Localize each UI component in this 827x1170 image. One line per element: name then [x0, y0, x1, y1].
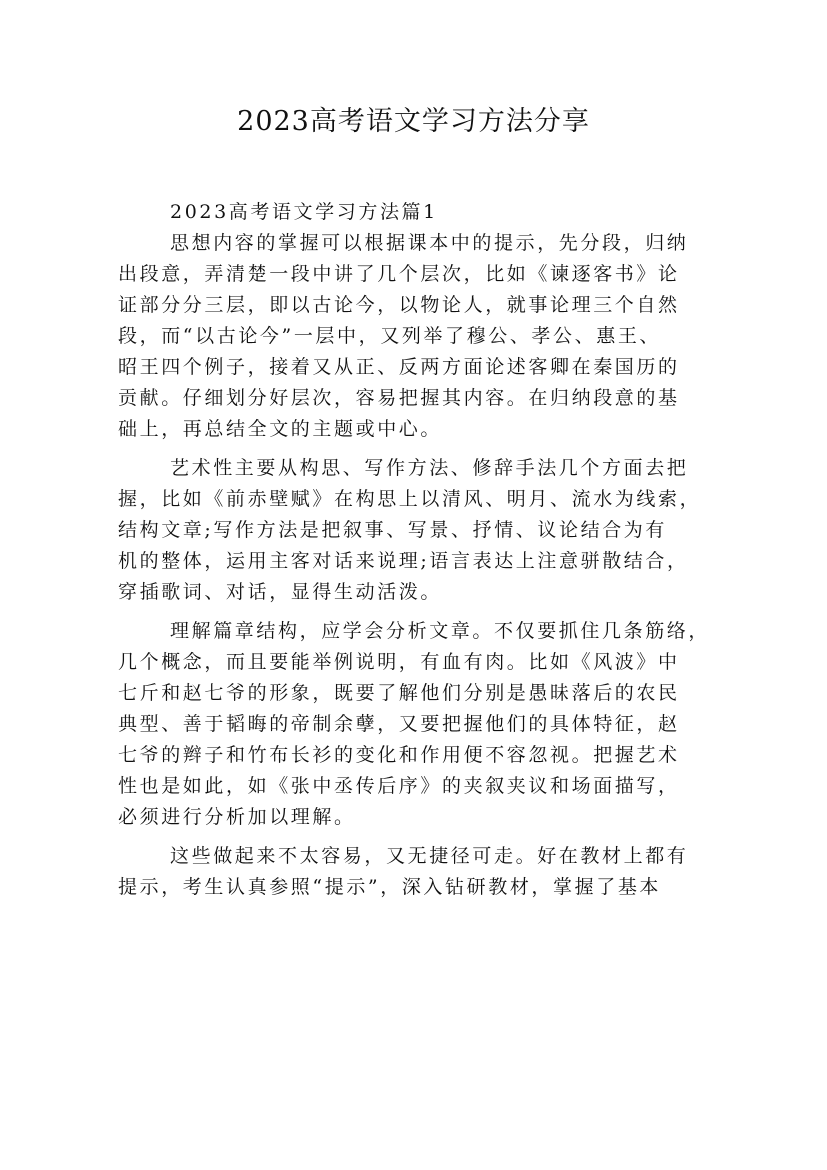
paragraph-3 — [118, 616, 714, 833]
paragraph-line: 性也是如此，如《张中丞传后序》的夹叙夹议和场面描写， — [118, 775, 680, 797]
paragraph-line: 提示，考生认真参照“提示”，深入钻研教材，掌握了基本 — [118, 876, 662, 898]
paragraph-line: 穿插歌词、对话，显得生动活泼。 — [118, 581, 443, 603]
paragraph-line: 理解篇章结构，应学会分析文章。不仅要抓住几条筋络， — [170, 620, 711, 642]
paragraph-line: 证部分分三层，即以古论今，以物论人，就事论理三个自然 — [118, 294, 680, 316]
paragraph-line: 础上，再总结全文的主题或中心。 — [118, 418, 443, 440]
paragraph-line: 几个概念，而且要能举例说明，有血有肉。比如《风波》中 — [118, 651, 680, 673]
paragraph-line: 思想内容的掌握可以根据课本中的提示，先分段，归纳 — [170, 232, 689, 254]
paragraph-line: 七斤和赵七爷的形象，既要了解他们分别是愚昧落后的农民 — [118, 682, 680, 704]
paragraph-1 — [118, 228, 714, 445]
paragraph-line: 结构文章;写作方法是把叙事、写景、抒情、议论结合为有 — [118, 519, 668, 541]
paragraph-line: 握，比如《前赤壁赋》在构思上以清风、明月、流水为线索， — [118, 488, 702, 510]
paragraph-4 — [118, 841, 714, 903]
paragraph-line: 典型、善于韬晦的帝制余孽，又要把握他们的具体特征，赵 — [118, 713, 680, 735]
paragraph-line: 必须进行分析加以理解。 — [118, 806, 356, 828]
paragraph-line: 七爷的辫子和竹布长衫的变化和作用便不容忽视。把握艺术 — [118, 744, 680, 766]
paragraph-line: 昭王四个例子，接着又从正、反两方面论述客卿在秦国历的 — [118, 356, 680, 378]
section-heading: 2023高考语文学习方法篇1 — [170, 201, 438, 223]
paragraph-line: 这些做起来不太容易，又无捷径可走。好在教材上都有 — [170, 845, 689, 867]
paragraph-line: 艺术性主要从构思、写作方法、修辞手法几个方面去把 — [170, 457, 689, 479]
paragraph-line: 段，而“以古论今”一层中，又列举了穆公、孝公、惠王、 — [118, 325, 662, 347]
paragraph-line: 贡献。仔细划分好层次，容易把握其内容。在归纳段意的基 — [118, 387, 680, 409]
paragraph-2 — [118, 453, 714, 608]
document-body — [118, 197, 714, 903]
document-title: 2023高考语文学习方法分享 — [237, 106, 590, 137]
paragraph-line: 机的整体，运用主客对话来说理;语言表达上注意骈散结合， — [118, 550, 689, 572]
paragraph-line: 出段意，弄清楚一段中讲了几个层次，比如《谏逐客书》论 — [118, 263, 680, 285]
